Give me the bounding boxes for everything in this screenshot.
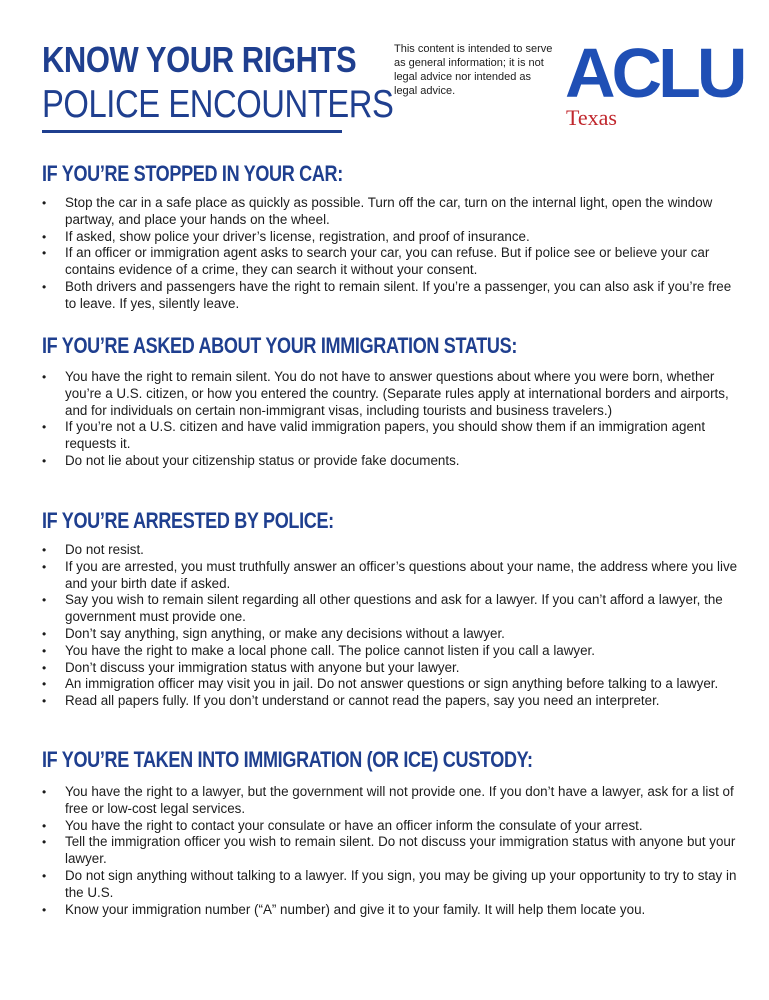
list-item: • Do not sign anything without talking to a lawyer. If you sign, you may be giving up your opportunity to try to stay in the U.S. xyxy=(42,868,742,902)
list-item: • Do not resist. xyxy=(42,542,742,559)
bullet-list xyxy=(42,369,742,470)
list-item: • If you’re not a U.S. citizen and have valid immigration papers, you should show them if an immigration agent requests it. xyxy=(42,419,742,453)
list-item: • If an officer or immigration agent asks to search your car, you can refuse. But if police see or believe your car contains evidence of a crime, they can search it without your consent. xyxy=(42,245,742,279)
bullet-list xyxy=(42,195,742,313)
section-immigration-status xyxy=(42,333,742,470)
list-item: • You have the right to make a local phone call. The police cannot listen if you call a lawyer. xyxy=(42,643,742,660)
list-item: • Stop the car in a safe place as quickly as possible. Turn off the car, turn on the internal light, open the window partway, and place your hands on the wheel. xyxy=(42,195,742,229)
aclu-logo-wordmark: ACLU xyxy=(565,34,744,112)
section-stopped-in-car xyxy=(42,161,742,313)
title-line-2: POLICE ENCOUNTERS xyxy=(42,83,394,126)
section-heading: IF YOU’RE ARRESTED BY POLICE: xyxy=(42,508,334,533)
disclaimer-text: This content is intended to serve as general information; it is not legal advice nor intended as legal advice. xyxy=(394,43,553,97)
title-underline xyxy=(42,130,342,133)
title-line-1: KNOW YOUR RIGHTS xyxy=(42,39,357,80)
list-item: • Tell the immigration officer you wish to remain silent. Do not discuss your immigration status with anyone but your lawyer. xyxy=(42,834,742,868)
section-heading: IF YOU’RE TAKEN INTO IMMIGRATION (OR ICE) CUSTODY: xyxy=(42,747,533,772)
bullet-list xyxy=(42,542,742,710)
list-item: • If asked, show police your driver’s license, registration, and proof of insurance. xyxy=(42,229,742,246)
page-header xyxy=(0,0,769,150)
list-item: • If you are arrested, you must truthfully answer an officer’s questions about your name, the address where you live and your birth date if asked. xyxy=(42,559,742,593)
bullet-list xyxy=(42,784,742,918)
aclu-affiliate-name: Texas xyxy=(566,105,617,130)
section-heading: IF YOU’RE STOPPED IN YOUR CAR: xyxy=(42,161,343,186)
aclu-texas-logo xyxy=(565,34,744,133)
section-heading: IF YOU’RE ASKED ABOUT YOUR IMMIGRATION STATUS: xyxy=(42,333,518,358)
list-item: • You have the right to contact your consulate or have an officer inform the consulate of your arrest. xyxy=(42,818,742,835)
list-item: • Say you wish to remain silent regarding all other questions and ask for a lawyer. If you can’t afford a lawyer, the government must provide one. xyxy=(42,592,742,626)
list-item: • You have the right to a lawyer, but the government will not provide one. If you don’t have a lawyer, ask for a list of free or low-cost legal services. xyxy=(42,784,742,818)
list-item: • Both drivers and passengers have the right to remain silent. If you’re a passenger, you can also ask if you’re free to leave. If yes, silently leave. xyxy=(42,279,742,313)
section-ice-custody xyxy=(42,747,742,918)
list-item: • Don’t say anything, sign anything, or make any decisions without a lawyer. xyxy=(42,626,742,643)
list-item: • Know your immigration number (“A” number) and give it to your family. It will help them locate you. xyxy=(42,902,742,919)
section-arrested-by-police xyxy=(42,508,742,710)
list-item: • You have the right to remain silent. You do not have to answer questions about where you were born, whether you’re a U.S. citizen, or how you entered the country. (Separate rules apply at international borders and airports, and for individuals on certain non-immigrant visas, including tourists and business travelers.) xyxy=(42,369,742,419)
list-item: • Read all papers fully. If you don’t understand or cannot read the papers, say you need an interpreter. xyxy=(42,693,742,710)
list-item: • Don’t discuss your immigration status with anyone but your lawyer. xyxy=(42,660,742,677)
list-item: • An immigration officer may visit you in jail. Do not answer questions or sign anything before talking to a lawyer. xyxy=(42,676,742,693)
list-item: • Do not lie about your citizenship status or provide fake documents. xyxy=(42,453,742,470)
